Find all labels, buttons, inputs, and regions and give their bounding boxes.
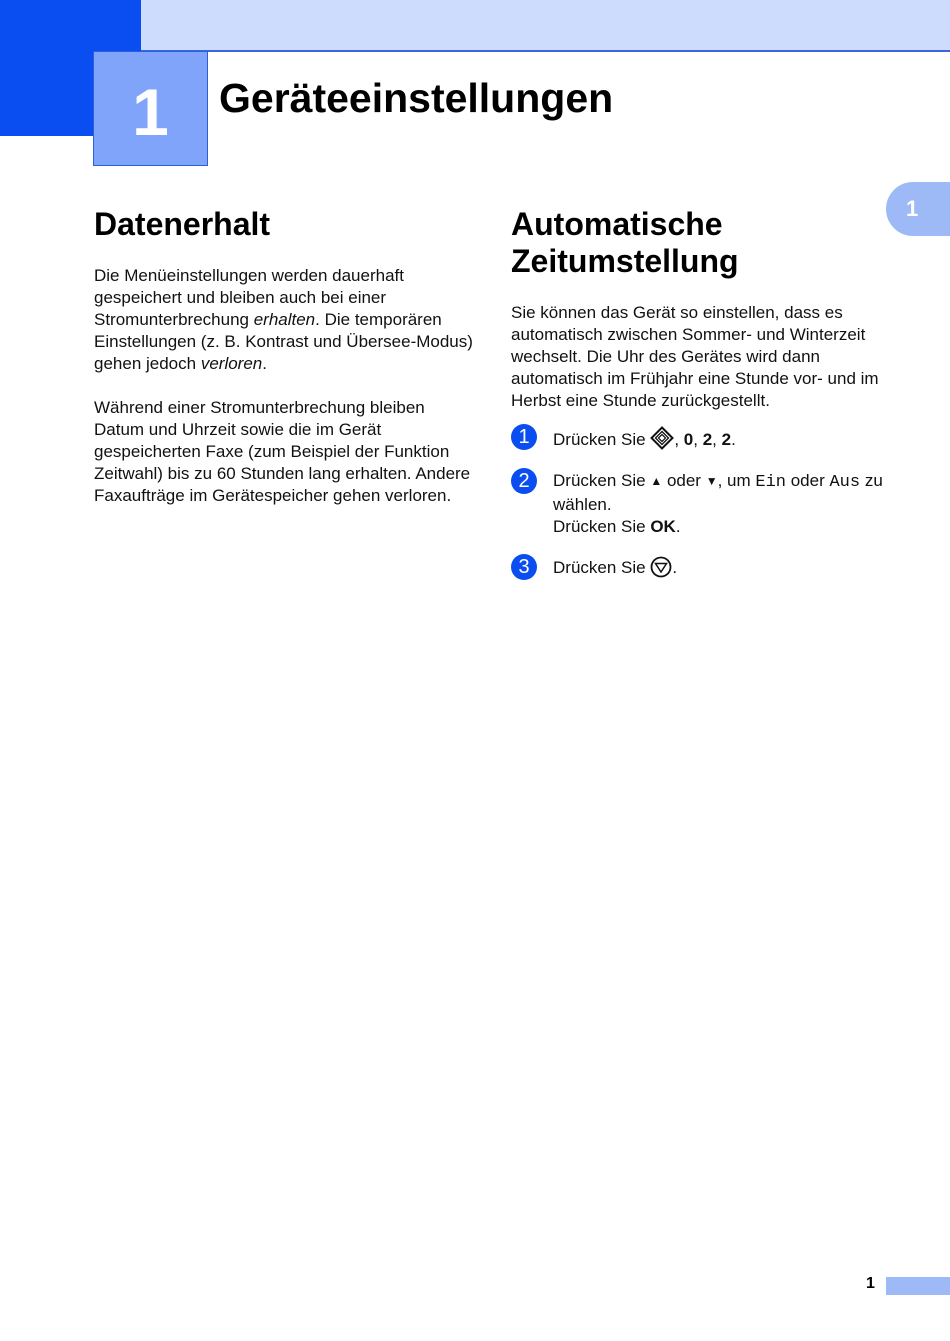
stop-exit-icon xyxy=(650,556,672,578)
text-run: . xyxy=(675,517,681,536)
menu-icon xyxy=(650,426,674,450)
option-ein: Ein xyxy=(755,473,786,492)
text-run: . xyxy=(731,430,736,449)
section-heading-zeitumstellung xyxy=(511,206,891,280)
step-2 xyxy=(511,470,891,538)
step-3-text xyxy=(553,556,891,579)
page-number-tab xyxy=(886,1277,950,1295)
text-run: Drücken Sie xyxy=(553,558,651,577)
header-band xyxy=(0,0,950,50)
key-2: 2 xyxy=(702,430,713,449)
emphasis-verloren: verloren xyxy=(200,354,263,373)
text-run: . Die temporären Einstellungen (z. B. Kontrast und Übersee-Modus) gehen jedoch xyxy=(94,310,473,373)
text-run: . xyxy=(262,354,267,373)
down-arrow-icon: ▼ xyxy=(705,474,718,488)
text-run: Die Menüeinstellungen werden dauerhaft gespeichert und bleiben auch bei einer Stromunterbrechung xyxy=(94,266,404,329)
right-column xyxy=(511,206,891,600)
up-arrow-icon: ▲ xyxy=(650,474,663,488)
section-heading-datenerhalt: Datenerhalt xyxy=(94,206,271,242)
text-run: , xyxy=(674,430,684,449)
text-run: , xyxy=(693,430,703,449)
text-run: , xyxy=(712,430,722,449)
page-number: 1 xyxy=(866,1275,875,1292)
key-2-second: 2 xyxy=(721,430,732,449)
step-number-badge: 2 xyxy=(511,468,537,494)
text-run: Drücken Sie xyxy=(553,430,651,449)
step-1-text xyxy=(553,426,891,451)
chapter-title: Geräteeinstellungen xyxy=(219,75,614,121)
paragraph-datenerhalt-2: Während einer Stromunterbrechung bleiben Datum und Uhrzeit sowie die im Gerät gespeicherten Faxe (zum Beispiel der Funktion Zeitwahl) bis zu 60 Stunden lang erhalten. Andere Faxaufträge im Gerätespeicher gehen verloren. xyxy=(94,398,471,505)
step-3 xyxy=(511,556,891,582)
heading-line-2: Zeitumstellung xyxy=(511,243,739,279)
text-run: Drücken Sie xyxy=(553,517,651,536)
side-tab-label: 1 xyxy=(906,196,919,221)
text-run: oder xyxy=(662,471,706,490)
step-number-badge: 3 xyxy=(511,554,537,580)
header-rule xyxy=(140,50,950,52)
key-0: 0 xyxy=(683,430,694,449)
emphasis-erhalten: erhalten xyxy=(253,310,316,329)
text-run: . xyxy=(672,558,678,577)
chapter-number: 1 xyxy=(93,51,208,166)
step-number-badge: 1 xyxy=(511,424,537,450)
heading-line-1: Automatische xyxy=(511,206,723,242)
text-run: zu wählen. xyxy=(553,471,883,514)
text-run: , um xyxy=(717,471,756,490)
step-2-text xyxy=(553,470,891,538)
text-run: Drücken Sie xyxy=(553,471,651,490)
paragraph-datenerhalt-1 xyxy=(94,265,474,375)
option-aus: Aus xyxy=(829,473,861,492)
text-run: oder xyxy=(786,471,830,490)
left-column xyxy=(94,206,474,529)
chapter-side-tab xyxy=(886,182,950,236)
paragraph-zeitumstellung-intro: Sie können das Gerät so einstellen, dass es automatisch zwischen Sommer- und Winterzeit wechselt. Die Uhr des Gerätes wird dann automatisch im Frühjahr eine Stunde vor- und im Herbst eine Stunde zurückgestellt. xyxy=(511,303,879,410)
step-1 xyxy=(511,426,891,452)
key-ok: OK xyxy=(650,517,676,536)
